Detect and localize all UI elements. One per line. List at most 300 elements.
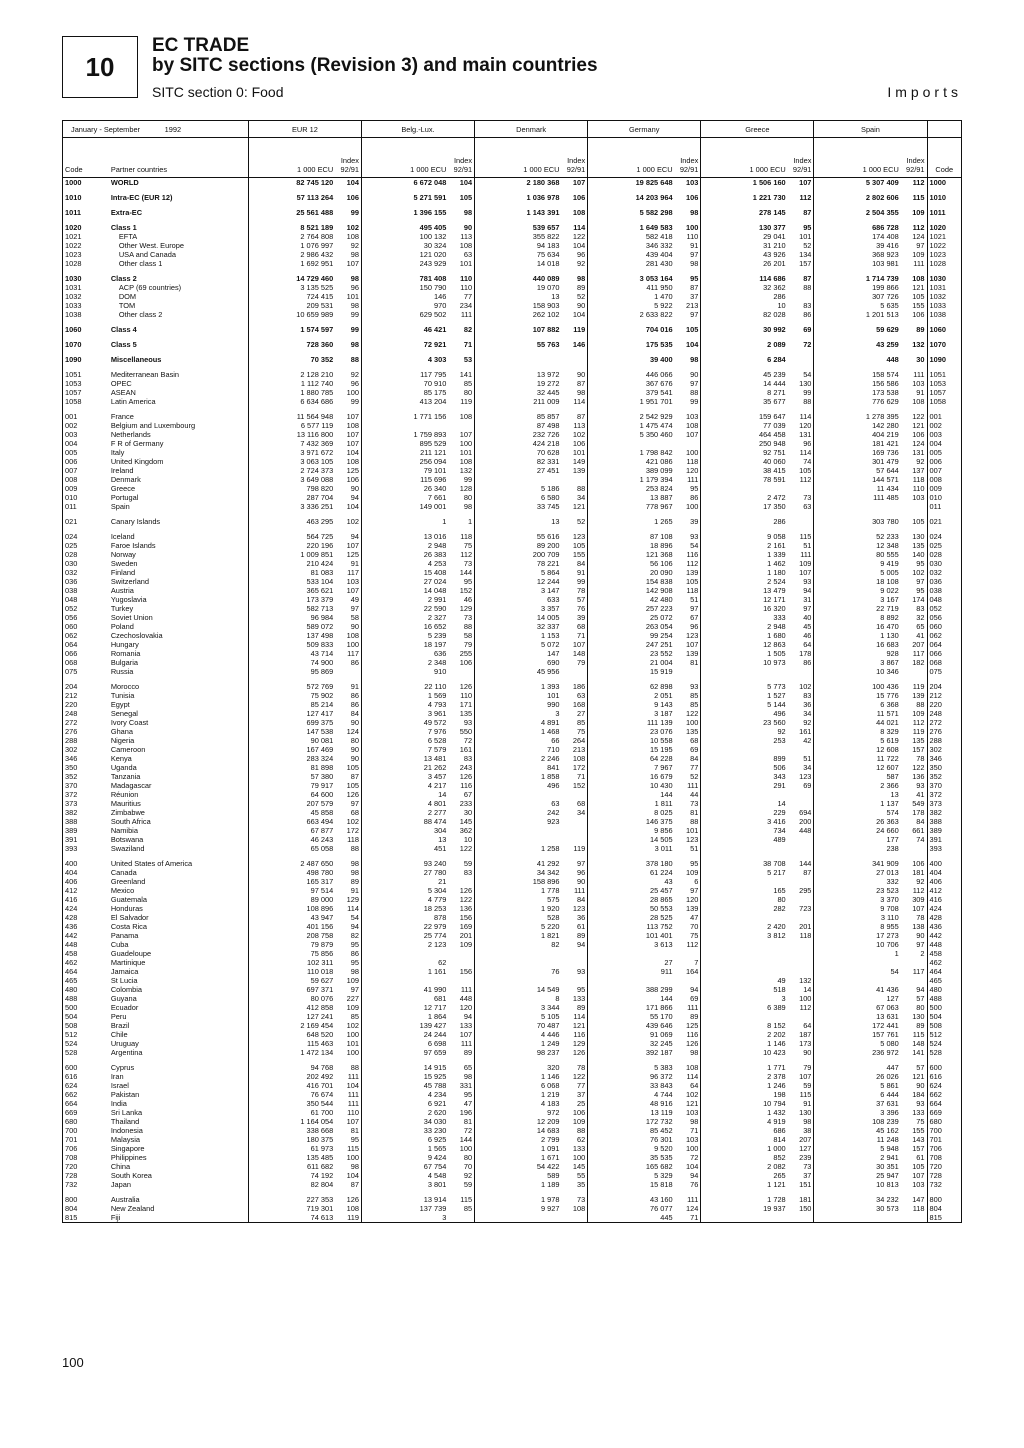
index-value: 106 [912,859,925,868]
table-row [63,826,962,835]
ecu-value: 589 [475,1171,562,1180]
ecu-value: 2 366 [814,781,901,790]
row-code: 009 [63,484,97,493]
ecu-value: 26 383 [361,550,448,559]
ecu-value: 3 370 [814,895,901,904]
index-value: 141 [459,370,473,379]
index-value: 169 [459,922,473,931]
table-row [63,808,962,817]
index-value: 6 [694,877,699,886]
ecu-value: 82 745 120 [248,178,335,188]
ecu-value: 6 068 [475,1081,562,1090]
ecu-value: 172 441 [814,1021,901,1030]
row-code: 1030 [63,274,97,283]
index-value [561,817,587,826]
ecu-value: 52 233 [814,532,901,541]
index-value [675,439,701,448]
row-code: 448 [63,940,97,949]
index-value: 155 [912,301,925,310]
ecu-value: 1 219 [475,1090,562,1099]
index-value: 143 [912,1135,925,1144]
ecu-value [588,976,675,985]
partner-country: Ivory Coast [110,718,149,727]
row-code-right: 391 [927,835,961,844]
index-value: 109 [459,940,473,949]
index-value: 161 [799,727,812,736]
index-value: 125 [346,550,359,559]
partner-country: Denmark [110,475,141,484]
index-value: 201 [799,922,812,931]
ecu-value: 2 991 [361,595,448,604]
row-code-right: 1031 [927,283,961,292]
index-value: 83 [463,868,473,877]
index-value: 106 [346,193,359,202]
index-value: 49 [350,595,359,604]
index-value: 120 [685,466,699,475]
table-row [63,904,962,913]
row-code-right: 302 [927,745,961,754]
ecu-value: 338 668 [248,1126,335,1135]
ecu-value: 2 123 [361,940,448,949]
ecu-column-header: 1 000 ECU [475,138,562,178]
index-value: 68 [576,622,586,631]
table-row [63,1144,962,1153]
partner-country: Ecuador [110,1003,139,1012]
partner-country: South Africa [110,817,151,826]
ecu-value: 101 [475,691,562,700]
ecu-value: 6 368 [814,700,901,709]
index-value: 88 [576,1126,586,1135]
ecu-value: 62 898 [588,682,675,691]
ecu-value: 8 955 [814,922,901,931]
index-value: 85 [350,1012,359,1021]
index-value: 144 [459,568,473,577]
index-value: 91 [350,886,359,895]
index-value: 64 [803,640,812,649]
ecu-value: 111 485 [814,493,901,502]
ecu-value: 379 541 [588,388,675,397]
index-value: 105 [572,541,586,550]
ecu-value: 6 925 [361,1135,448,1144]
index-value: 93 [463,718,473,727]
table-row [63,397,962,406]
index-value: 110 [460,283,473,292]
ecu-value: 6 528 [361,736,448,745]
table-row [63,421,962,430]
index-value: 91 [803,1099,812,1108]
table-row [63,559,962,568]
index-value: 94 [350,493,359,502]
row-code: 010 [63,493,97,502]
index-value: 80 [463,493,473,502]
ecu-value: 37 631 [814,1099,901,1108]
index-value: 111 [687,1003,699,1012]
page-subtitle: by SITC sections (Revision 3) and main countries [152,55,598,76]
index-value: 96 [803,439,812,448]
partner-country: Cuba [110,940,129,949]
partner-country: Class 1 [110,223,137,232]
ecu-value: 90 081 [248,736,335,745]
table-row [63,1135,962,1144]
partner-country: India [110,1099,127,1108]
index-value: 81 [690,808,699,817]
partner-country: Soviet Union [110,613,153,622]
index-value: 89 [350,877,359,886]
ecu-value: 142 908 [588,586,675,595]
partner-country: WORLD [110,178,139,187]
partner-country: ASEAN [110,388,136,397]
row-code-right: 416 [927,895,961,904]
ecu-value: 175 535 [588,340,675,349]
ecu-value: 781 408 [361,274,448,283]
index-value: 83 [463,754,473,763]
table-row [63,859,962,868]
index-value: 130 [912,1012,925,1021]
row-code-right: 276 [927,727,961,736]
index-value: 234 [459,301,473,310]
ecu-value: 14 005 [475,613,562,622]
index-value: 121 [912,421,925,430]
ecu-value: 350 544 [248,1099,335,1108]
table-row [63,1204,962,1213]
index-value: 115 [347,1144,359,1153]
ecu-value: 2 633 822 [588,310,675,319]
index-value: 117 [347,649,359,658]
index-value: 109 [685,868,699,877]
ecu-value: 5 144 [701,700,788,709]
index-value: 110 [912,484,925,493]
table-row [63,613,962,622]
partner-country: Class 4 [110,325,137,334]
index-value: 90 [803,1048,812,1057]
partner-country: Costa Rica [110,922,147,931]
index-value: 108 [346,1204,359,1213]
ecu-value: 506 [701,763,788,772]
index-value: 200 [799,817,812,826]
table-row [63,745,962,754]
index-value: 103 [912,1180,925,1189]
ecu-value: 2 487 650 [248,859,335,868]
row-code: 800 [63,1195,97,1204]
ecu-value: 1 468 [475,727,562,736]
ecu-value: 59 629 [814,325,901,334]
ecu-value: 85 452 [588,1126,675,1135]
ecu-value: 97 659 [361,1048,448,1057]
index-value: 138 [912,922,925,931]
index-value: 40 [803,613,812,622]
index-value: 108 [459,457,473,466]
index-value: 92 [803,718,812,727]
ecu-value: 26 363 [814,817,901,826]
partner-country: Singapore [110,1144,145,1153]
index-value: 172 [346,826,359,835]
ecu-value [701,913,788,922]
index-value: 104 [685,340,699,349]
row-code-right: 428 [927,913,961,922]
index-value: 111 [460,310,473,319]
footer-page-number: 100 [62,1355,84,1370]
ecu-value: 3 457 [361,772,448,781]
ecu-value: 75 856 [248,949,335,958]
ecu-value: 440 089 [475,274,562,283]
ecu-value [701,949,788,958]
index-value: 93 [916,1099,925,1108]
row-code: 1060 [63,325,97,334]
partner-country: Tanzania [110,772,141,781]
index-value: 98 [350,250,359,259]
index-value: 89 [690,1012,699,1021]
index-value: 104 [346,1171,359,1180]
partner-country: Swaziland [110,844,145,853]
table-row [63,370,962,379]
index-value: 106 [572,439,586,448]
ecu-value: 10 706 [814,940,901,949]
ecu-value: 45 162 [814,1126,901,1135]
ecu-value: 23 560 [701,718,788,727]
ecu-value: 12 608 [814,745,901,754]
index-value: 93 [690,532,699,541]
ecu-value: 1 146 [475,1072,562,1081]
ecu-value: 1 506 160 [701,178,788,188]
row-code-right: 815 [927,1213,961,1223]
index-value: 112 [799,193,812,202]
index-value: 78 [916,913,925,922]
row-code: 424 [63,904,97,913]
index-value: 92 [350,370,359,379]
index-value: 30 [916,355,925,364]
ecu-value: 82 028 [701,310,788,319]
index-value: 51 [690,844,699,853]
ecu-value: 38 415 [701,466,788,475]
reporter-header-denmark: Denmark [475,121,588,138]
ecu-value: 1 771 [701,1063,788,1072]
row-code-right: 728 [927,1171,961,1180]
index-value: 207 [912,640,925,649]
ecu-value: 50 553 [588,904,675,913]
ecu-value: 1 472 134 [248,1048,335,1057]
ecu-value: 448 [814,355,901,364]
ecu-value: 43 926 [701,250,788,259]
ecu-value: 734 [701,826,788,835]
ecu-value: 12 244 [475,577,562,586]
ecu-value: 24 244 [361,1030,448,1039]
partner-country: F R of Germany [110,439,164,448]
table-row [63,1171,962,1180]
ecu-value: 15 818 [588,1180,675,1189]
row-code: 068 [63,658,97,667]
ecu-value: 25 457 [588,886,675,895]
ecu-value: 181 421 [814,439,901,448]
ecu-value: 59 627 [248,976,335,985]
index-value: 96 [350,379,359,388]
ecu-value: 2 246 [475,754,562,763]
ecu-value: 10 794 [701,1099,788,1108]
index-value [788,967,814,976]
index-value: 64 [690,1081,699,1090]
index-value: 130 [799,1108,812,1117]
ecu-value: 32 362 [701,283,788,292]
row-code-right: 021 [927,517,961,526]
partner-country: ACP (69 countries) [118,283,182,292]
ecu-value: 26 201 [701,259,788,268]
ecu-value: 67 754 [361,1162,448,1171]
ecu-value: 5 383 [588,1063,675,1072]
index-value: 99 [576,577,586,586]
index-value: 100 [799,994,812,1003]
ecu-value: 1 462 [701,559,788,568]
ecu-value: 121 368 [588,550,675,559]
ecu-value [475,976,562,985]
ecu-value: 4 217 [361,781,448,790]
row-code-right: 1090 [927,355,961,364]
ecu-value: 6 698 [361,1039,448,1048]
index-value: 111 [347,1099,359,1108]
row-code-right: 1020 [927,223,961,232]
index-value [788,895,814,904]
index-value: 76 [690,1180,699,1189]
ecu-value: 686 728 [814,223,901,232]
ecu-value [701,1213,788,1223]
ecu-value: 110 018 [248,967,335,976]
ecu-value: 74 900 [248,658,335,667]
ecu-value: 5 217 [701,868,788,877]
ecu-value: 54 422 [475,1162,562,1171]
ecu-value: 263 054 [588,622,675,631]
index-value: 108 [346,457,359,466]
index-value: 122 [912,412,925,421]
index-value: 100 [459,1144,473,1153]
index-value: 82 [463,325,473,334]
index-value: 88 [690,388,699,397]
row-code: 011 [63,502,97,511]
ecu-value [701,790,788,799]
index-value: 37 [803,1171,812,1180]
index-value: 98 [350,274,359,283]
partner-country: Yugoslavia [110,595,147,604]
row-code: 382 [63,808,97,817]
index-value: 227 [346,994,359,1003]
ecu-value: 158 896 [475,877,562,886]
index-value: 103 [685,412,699,421]
index-value: 119 [335,1213,361,1223]
reporter-header-greece: Greece [701,121,814,138]
row-code-right: 1057 [927,388,961,397]
table-row [63,658,962,667]
index-value: 98 [690,208,699,217]
ecu-value [361,421,448,430]
index-value [561,475,587,484]
index-value: 70 [690,922,699,931]
index-value: 105 [685,325,699,334]
index-value: 108 [685,1063,699,1072]
index-value: 123 [572,532,586,541]
index-value: 94 [350,532,359,541]
ecu-value: 45 858 [248,808,335,817]
row-code-right: 373 [927,799,961,808]
index-value: 105 [685,577,699,586]
index-value: 85 [463,1204,473,1213]
flow-label: Imports [887,84,962,100]
table-row [63,922,962,931]
index-value: 90 [576,301,586,310]
ecu-value: 378 180 [588,859,675,868]
index-value: 93 [690,682,699,691]
ecu-value: 3 812 [701,931,788,940]
row-code: 680 [63,1117,97,1126]
ecu-value: 64 600 [248,790,335,799]
index-value: 139 [685,904,699,913]
index-value: 117 [912,967,925,976]
index-value: 110 [460,274,473,283]
row-code-right: 007 [927,466,961,475]
ecu-value: 115 463 [248,1039,335,1048]
index-value: 77 [463,292,473,301]
ecu-column-header: 1 000 ECU [701,138,788,178]
ecu-value: 89 000 [248,895,335,904]
partner-country: Other West. Europe [118,241,185,250]
ecu-value: 4 548 [361,1171,448,1180]
index-value: 112 [912,886,925,895]
table-row [63,448,962,457]
ecu-value: 27 451 [475,466,562,475]
ecu-value [701,484,788,493]
index-value: 78 [576,586,586,595]
ecu-value: 3 063 105 [248,457,335,466]
row-code: 276 [63,727,97,736]
index-value: 97 [690,379,699,388]
ecu-value: 13 481 [361,754,448,763]
index-value: 112 [460,550,473,559]
row-code-right: 1021 [927,232,961,241]
index-value [901,502,927,511]
ecu-value: 648 520 [248,1030,335,1039]
index-value: 89 [576,1003,586,1012]
ecu-value: 1 432 [701,1108,788,1117]
index-value: 128 [459,484,473,493]
ecu-value: 243 929 [361,259,448,268]
ecu-value: 256 094 [361,457,448,466]
ecu-value: 320 [475,1063,562,1072]
index-value: 57 [916,994,925,1003]
index-value: 149 [572,457,586,466]
row-code-right: 350 [927,763,961,772]
ecu-value: 392 187 [588,1048,675,1057]
ecu-value: 7 967 [588,763,675,772]
row-code: 728 [63,1171,97,1180]
partner-country: Uruguay [110,1039,139,1048]
ecu-value: 10 430 [588,781,675,790]
row-code: 400 [63,859,97,868]
ecu-value: 45 956 [475,667,562,676]
index-value: 88 [576,484,586,493]
ecu-value: 1 179 394 [588,475,675,484]
row-code-right: 464 [927,967,961,976]
index-value: 106 [912,430,925,439]
table-row [63,709,962,718]
ecu-value: 209 531 [248,301,335,310]
row-code: 350 [63,763,97,772]
ecu-value: 710 [475,745,562,754]
index-value: 104 [572,310,586,319]
ecu-value: 7 661 [361,493,448,502]
index-value: 90 [350,484,359,493]
row-code: 701 [63,1135,97,1144]
table-row [63,1012,962,1021]
ecu-value: 1 180 [701,568,788,577]
ecu-value: 74 613 [248,1213,335,1223]
index-value: 86 [803,310,812,319]
ecu-value: 1 811 [588,799,675,808]
